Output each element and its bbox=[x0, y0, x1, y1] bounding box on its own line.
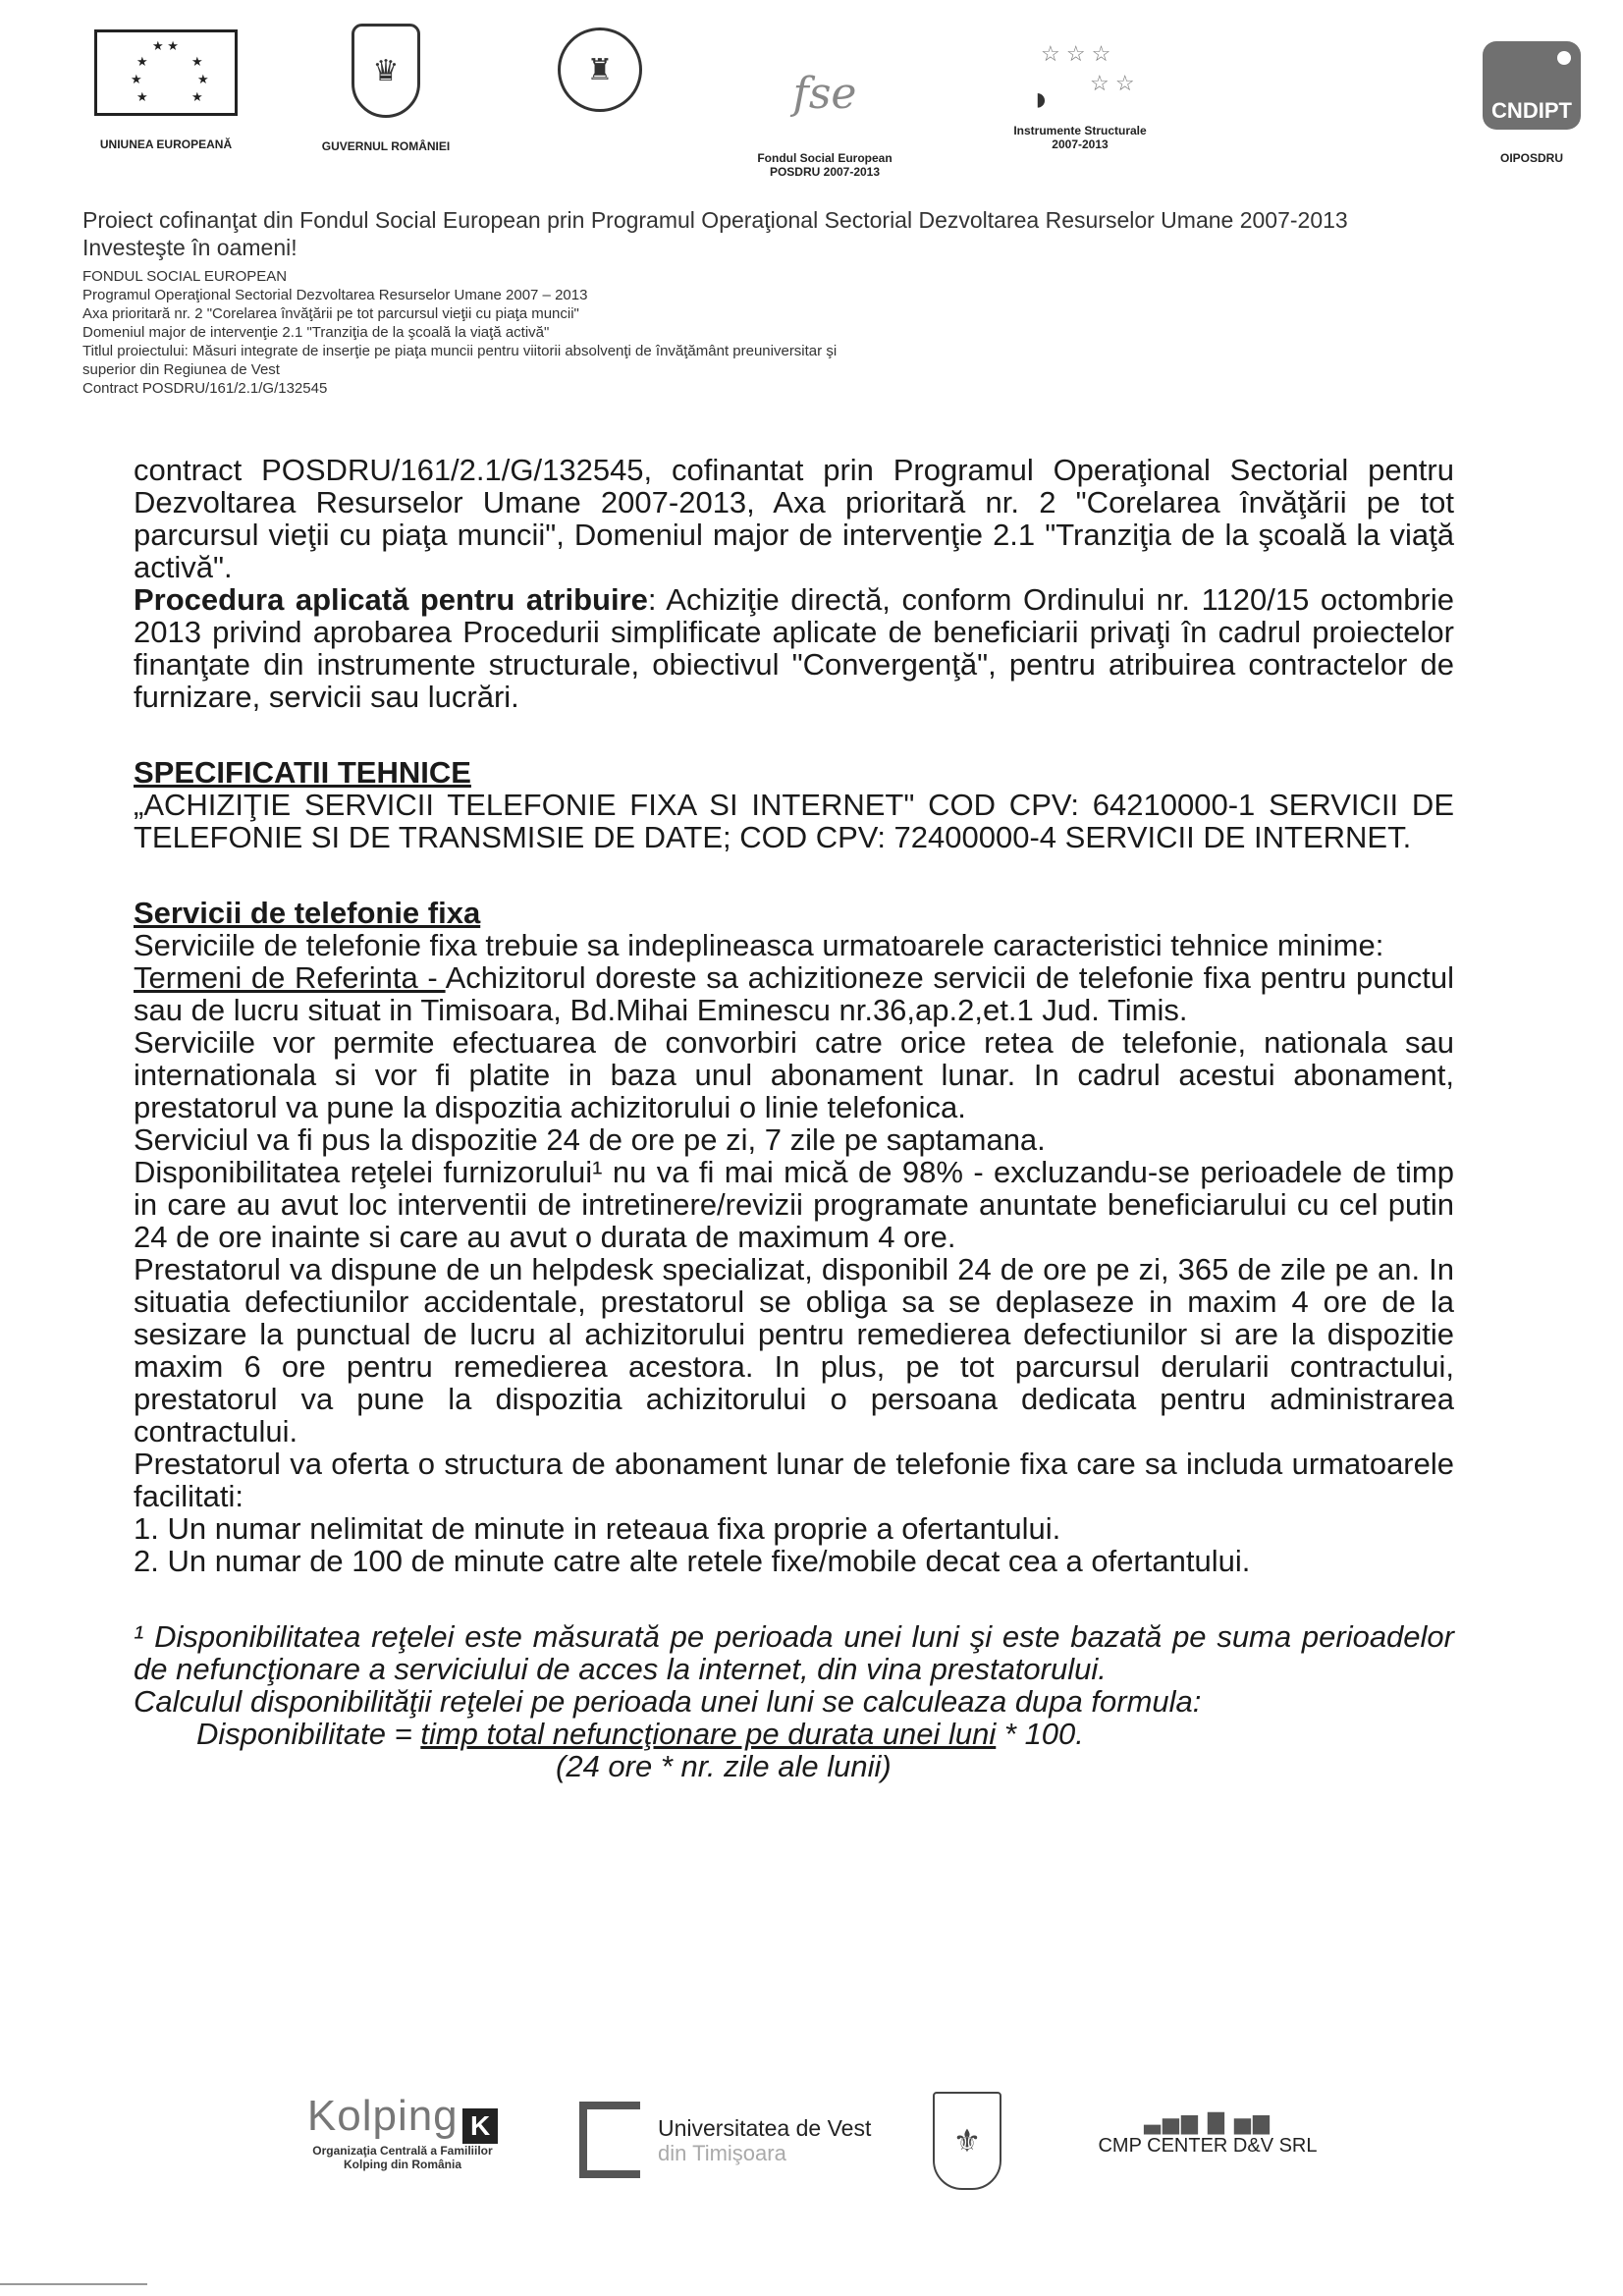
gov-caption: GUVERNUL ROMÂNIEI bbox=[321, 139, 451, 153]
header-line-contract: Contract POSDRU/161/2.1/G/132545 bbox=[82, 380, 328, 397]
uvt-name: Universitatea de Vest bbox=[658, 2115, 872, 2141]
partner-logos-footer bbox=[0, 2092, 1623, 2210]
network-availability-paragraph: Disponibilitatea reţelei furnizorului¹ nu va fi mai mică de 98% - excluzandu-se perioadele de timp in care au avut loc interventii de intretinere/revizii programate anuntate beneficiarului cu cel putin 24 de ore inainte si care au avut o durata de maximum 4 ore. bbox=[134, 1155, 1454, 1254]
seal-icon: ♜ bbox=[558, 27, 642, 112]
kolping-sub-1: Organizaţia Centrală a Familiilor bbox=[312, 2143, 493, 2158]
is-caption-1: Instrumente Structurale bbox=[1013, 124, 1147, 137]
is-caption-2: 2007-2013 bbox=[1052, 137, 1109, 151]
stars-arc-icon: ☆ ☆ ☆ ☆ ☆ ◗ bbox=[1031, 41, 1135, 118]
list-item: 2. Un numar de 100 de minute catre alte retele fixe/mobile decat cea a ofertantului. bbox=[134, 1544, 1251, 1578]
eu-logo bbox=[82, 29, 249, 151]
fse-logo bbox=[727, 51, 923, 179]
coat-of-arms-icon: ♛ bbox=[352, 24, 420, 118]
uvt-logo bbox=[579, 2102, 893, 2180]
calls-paragraph: Serviciile vor permite efectuarea de convorbiri catre orice retea de telefonie, nationala sau internationala si vor fi platite in baza unul abonament lunar. In cadrul acestui abonament, prestatorul va pune la dispozitia achizitorului o linie telefonica. bbox=[134, 1025, 1454, 1124]
formula-tail: * 100. bbox=[996, 1717, 1084, 1751]
cmp-logo bbox=[1090, 2109, 1325, 2158]
services-intro: Serviciile de telefonie fixa trebuie sa indeplineasca urmatoarele caracteristici tehnice minime: bbox=[134, 928, 1384, 962]
terms-paragraph bbox=[134, 961, 1454, 1026]
oiposdru-caption: OIPOSDRU bbox=[1499, 151, 1563, 165]
partner-logos-header bbox=[0, 0, 1623, 206]
cndipt-icon bbox=[1483, 41, 1581, 130]
fse-caption-1: Fondul Social European bbox=[757, 151, 893, 165]
kolping-sub-2: Kolping din România bbox=[344, 2157, 461, 2171]
offer-paragraph: Prestatorul va oferta o structura de abonament lunar de telefonie fixa care sa includa urmatoarele facilitati: bbox=[134, 1447, 1454, 1513]
header-line-axis: Axa prioritară nr. 2 "Corelarea învăţării pe tot parcursul vieţii cu piaţa muncii" bbox=[82, 305, 579, 322]
timis-crest-icon: ⚜ bbox=[933, 2092, 1001, 2190]
header-line-fund: FONDUL SOCIAL EUROPEAN bbox=[82, 268, 288, 285]
romania-seal-logo bbox=[546, 27, 654, 122]
fse-caption-2: POSDRU 2007-2013 bbox=[769, 165, 881, 179]
header-line-region: superior din Regiunea de Vest bbox=[82, 361, 280, 378]
header-line-cofinance: Proiect cofinanţat din Fondul Social European prin Programul Operaţional Sectorial Dezvoltarea Resurselor Umane 2007-2013 bbox=[82, 207, 1348, 233]
terms-text: Achizitorul doreste sa achizitioneze servicii de telefonie fixa pentru punctul sau de lucru situat in Timisoara, Bd.Mihai Eminescu nr.36,ap.2,et.1 Jud. Timis. bbox=[134, 960, 1454, 1027]
eu-caption: UNIUNEA EUROPEANĂ bbox=[99, 137, 233, 151]
footnote-text: ¹ Disponibilitatea reţelei este măsurată pe perioada unei luni şi este bazată pe suma perioadelor de nefuncţionare a serviciului de acces la internet, din vina prestatorului. bbox=[134, 1619, 1454, 1686]
kolping-wordmark: Kolping bbox=[306, 2092, 459, 2140]
kolping-k-icon: K bbox=[462, 2108, 498, 2144]
formula-lhs: Disponibilitate = bbox=[196, 1717, 421, 1751]
procedure-label: Procedura aplicată pentru atribuire bbox=[134, 582, 648, 617]
header-line-programme: Programul Operaţional Sectorial Dezvoltarea Resurselor Umane 2007 – 2013 bbox=[82, 287, 588, 303]
kolping-logo bbox=[295, 2092, 511, 2171]
header-line-slogan: Investeşte în oameni! bbox=[82, 235, 298, 260]
availability-paragraph: Serviciul va fi pus la dispozitie 24 de ore pe zi, 7 zile pe saptamana. bbox=[134, 1122, 1046, 1157]
formula-numerator: timp total nefuncţionare pe durata unei luni bbox=[420, 1717, 997, 1751]
document-body bbox=[134, 454, 1454, 1782]
header-line-domain: Domeniul major de intervenţie 2.1 "Tranziţia de la şcoală la viaţă activă" bbox=[82, 324, 550, 341]
procedure-text: : Achiziţie directă, conform Ordinului nr. 1120/15 octombrie 2013 privind aprobarea Procedurii simplificate aplicate de beneficiarii privaţi în cadrul proiectelor finanţate din instrumente structurale, obiectivul "Convergenţă", pentru atribuirea contractelor de furnizare, servicii sau lucrări. bbox=[134, 582, 1454, 714]
project-header bbox=[82, 206, 1536, 398]
uvt-city: din Timişoara bbox=[658, 2141, 786, 2165]
cmp-name: CMP CENTER D&V SRL bbox=[1098, 2135, 1318, 2157]
spec-text: „ACHIZIŢIE SERVICII TELEFONIE FIXA SI INTERNET" COD CPV: 64210000-1 SERVICII DE TELEFONIE SI DE TRANSMISIE DE DATE; COD CPV: 72400000-4 SERVICII DE INTERNET. bbox=[134, 788, 1454, 854]
procedure-paragraph bbox=[134, 583, 1454, 713]
fse-mark-icon: fse bbox=[792, 68, 857, 119]
formula-line bbox=[134, 1718, 1454, 1750]
cndipt-logo bbox=[1473, 41, 1591, 165]
uvt-mark-icon bbox=[579, 2102, 640, 2178]
gov-logo bbox=[312, 24, 460, 153]
header-line-title: Titlul proiectului: Măsuri integrate de inserţie pe piaţa muncii pentru viitorii absolvenţi de învăţământ preuniversitar şi bbox=[82, 343, 838, 359]
footnote-calc: Calculul disponibilităţii reţelei pe perioada unei luni se calculeaza dupa formula: bbox=[134, 1684, 1202, 1719]
spec-heading: SPECIFICATII TEHNICE bbox=[134, 755, 471, 790]
list-item: 1. Un numar nelimitat de minute in reteaua fixa proprie a ofertantului. bbox=[134, 1511, 1061, 1546]
helpdesk-paragraph: Prestatorul va dispune de un helpdesk specializat, disponibil 24 de ore pe zi, 365 de zile pe an. In situatia defectiunilor accidentale, prestatorul se obliga sa se deplaseze in maxim 4 ore de la sesizare la punctual de lucru al achizitorului pentru remedierea defectiunilor si are la dispozitie maxim 6 ore pentru remedierea acestora. In plus, pe tot parcursul derularii contractului, prestatorul va pune la dispozitia achizitorului o persoana dedicata pentru administrarea contractului. bbox=[134, 1252, 1454, 1449]
formula-denominator: (24 ore * nr. zile ale lunii) bbox=[556, 1749, 892, 1783]
bottom-divider bbox=[0, 2283, 147, 2285]
terms-label: Termeni de Referinta - bbox=[134, 960, 446, 995]
services-heading: Servicii de telefonie fixa bbox=[134, 896, 481, 930]
contract-paragraph: contract POSDRU/161/2.1/G/132545, cofinantat prin Programul Operaţional Sectorial pentru Dezvoltarea Resurselor Umane 2007-2013, Axa prioritară nr. 2 "Corelarea învăţării pe tot parcursul vieţii cu piaţa muncii", Domeniul major de intervenţie 2.1 "Tranziţia de la şcoală la viaţă activă". bbox=[134, 453, 1454, 584]
cndipt-label: CNDIPT bbox=[1491, 98, 1572, 123]
eu-flag-icon: ★ ★ ★ ★ ★ ★ ★ ★ bbox=[94, 29, 238, 116]
instrumente-structurale-logo bbox=[992, 31, 1168, 151]
cmp-bars-icon: ▃▅▆ ▇ ▅▆ bbox=[1144, 2109, 1271, 2134]
